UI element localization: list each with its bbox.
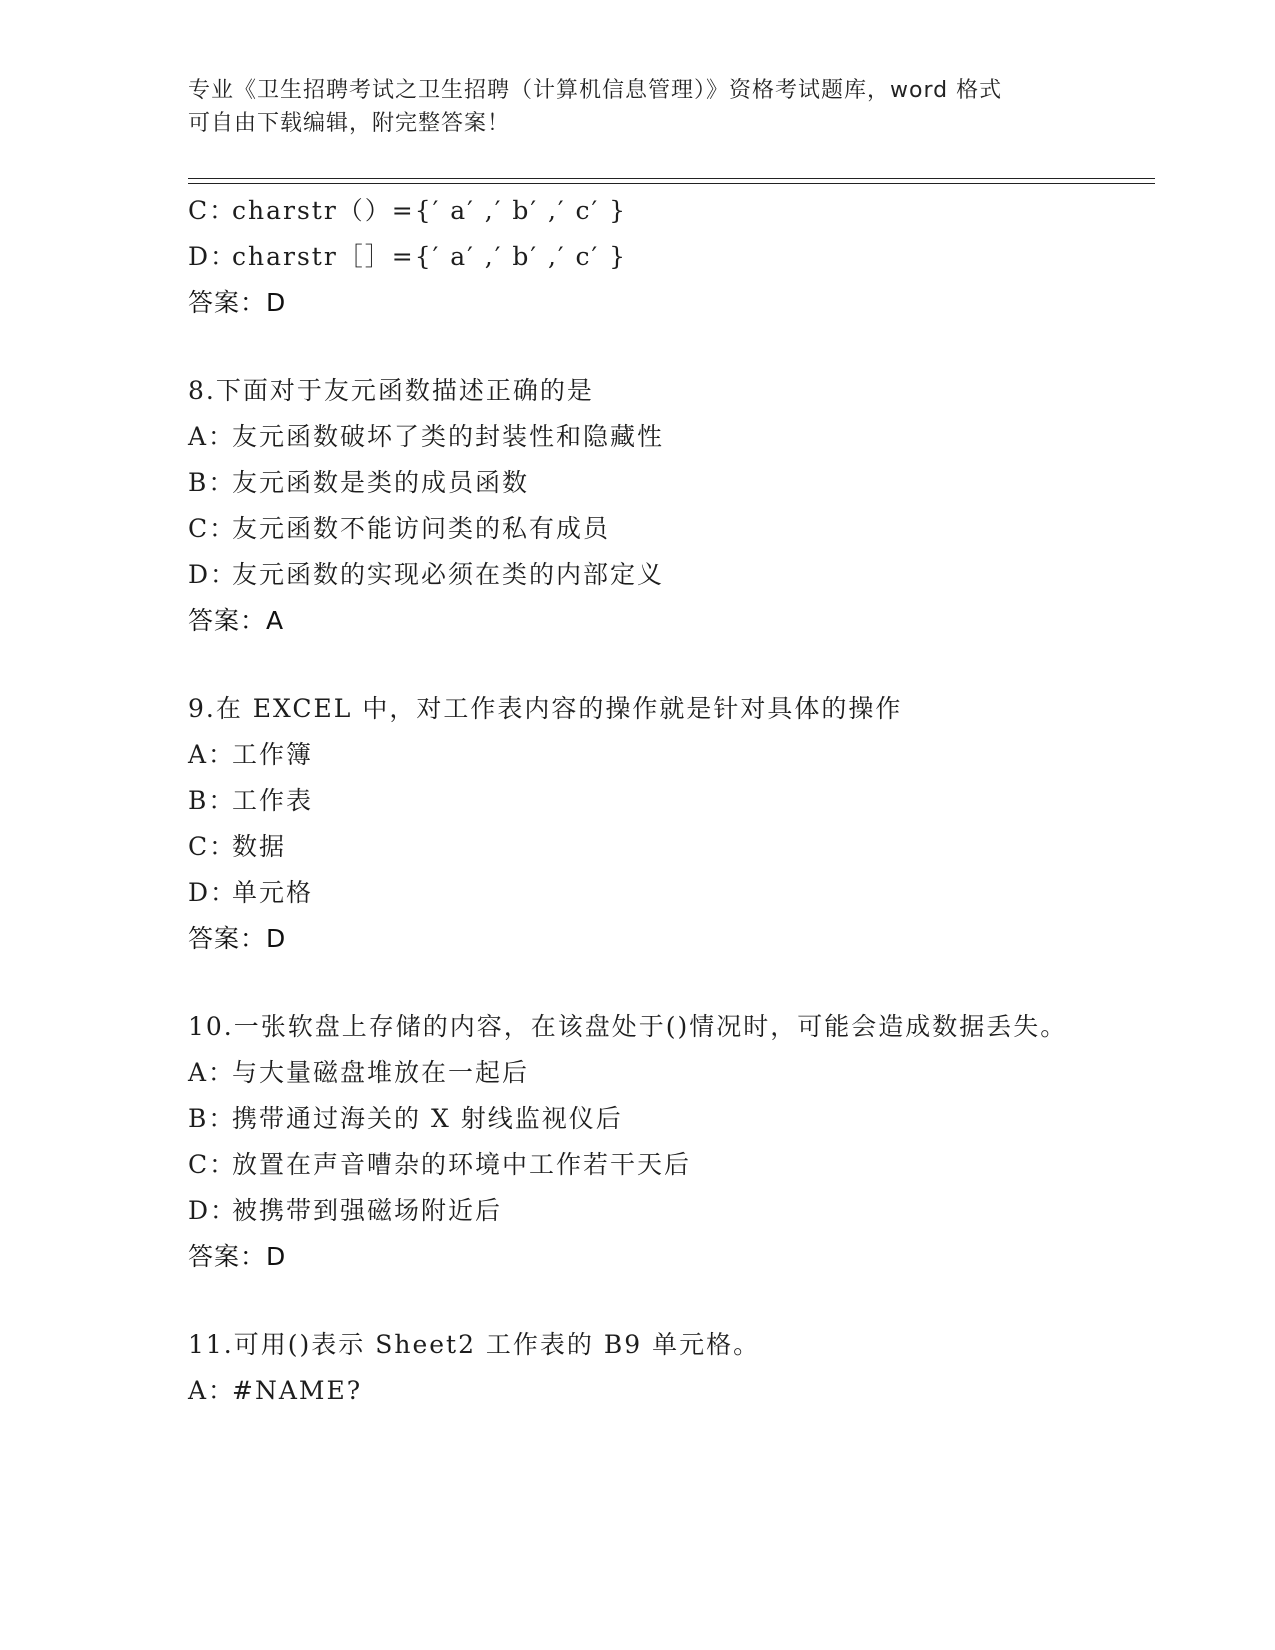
option-text: 单元格: [232, 878, 314, 907]
question-list: [188, 188, 1088, 1414]
option-c: [188, 824, 1088, 870]
option-label: D：: [188, 878, 238, 907]
option-label: B：: [188, 786, 236, 815]
header-line-2: 可自由下载编辑，附完整答案！: [188, 111, 511, 136]
option-a: [188, 1368, 1088, 1414]
option-d: [188, 1188, 1088, 1234]
option-b: [188, 778, 1088, 824]
option-label: A：: [188, 422, 236, 451]
document-header: [188, 74, 1088, 140]
option-text: 友元函数不能访问类的私有成员: [232, 514, 611, 543]
option-label: A：: [188, 1058, 236, 1087]
question-9: [188, 686, 1088, 962]
option-text: 放置在声音嘈杂的环境中工作若干天后: [232, 1150, 692, 1179]
option-text: 友元函数的实现必须在类的内部定义: [232, 560, 665, 589]
header-divider-bottom: [188, 183, 1155, 184]
option-label: D：: [188, 560, 238, 589]
option-text: 友元函数破坏了类的封装性和隐藏性: [232, 422, 665, 451]
option-a: [188, 414, 1088, 460]
option-label: A：: [188, 1376, 236, 1405]
question-stem: 9.在 EXCEL 中，对工作表内容的操作就是针对具体的操作: [188, 694, 903, 723]
option-label: C：: [188, 514, 237, 543]
option-text: 数据: [232, 832, 287, 861]
option-label: C：: [188, 1150, 237, 1179]
question-8: [188, 368, 1088, 644]
option-label: C：: [188, 196, 237, 225]
option-text: 友元函数是类的成员函数: [232, 468, 530, 497]
option-text: 与大量磁盘堆放在一起后: [232, 1058, 530, 1087]
option-c: [188, 1142, 1088, 1188]
question-11: [188, 1322, 1088, 1414]
option-d: [188, 234, 1088, 280]
header-line-1: 专业《卫生招聘考试之卫生招聘（计算机信息管理）》资格考试题库，word 格式: [188, 78, 1003, 103]
option-a: [188, 1050, 1088, 1096]
question-stem: 11.可用()表示 Sheet2 工作表的 B9 单元格。: [188, 1330, 761, 1359]
option-d: [188, 870, 1088, 916]
option-text: 工作表: [232, 786, 314, 815]
option-label: D：: [188, 1196, 238, 1225]
question-stem: 10.一张软盘上存储的内容，在该盘处于()情况时，可能会造成数据丢失。: [188, 1012, 1068, 1041]
option-c: [188, 506, 1088, 552]
option-text: 工作簿: [232, 740, 314, 769]
option-a: [188, 732, 1088, 778]
header-divider-top: [188, 178, 1155, 179]
option-c: [188, 188, 1088, 234]
option-d: [188, 552, 1088, 598]
option-text: charstr［］={′ a′ ,′ b′ ,′ c′ }: [232, 242, 628, 271]
question-stem: 8.下面对于友元函数描述正确的是: [188, 376, 594, 405]
answer-line: 答案：A: [188, 606, 285, 635]
option-label: B：: [188, 468, 236, 497]
option-b: [188, 1096, 1088, 1142]
option-text: #NAME?: [232, 1376, 363, 1405]
option-text: 携带通过海关的 X 射线监视仪后: [232, 1104, 623, 1133]
carryover-block: [188, 188, 1088, 326]
option-text: charstr（）={′ a′ ,′ b′ ,′ c′ }: [232, 196, 628, 225]
option-label: D：: [188, 242, 238, 271]
option-label: B：: [188, 1104, 236, 1133]
option-label: C：: [188, 832, 237, 861]
option-b: [188, 460, 1088, 506]
answer-line: 答案：D: [188, 1242, 287, 1271]
question-10: [188, 1004, 1088, 1280]
option-text: 被携带到强磁场附近后: [232, 1196, 503, 1225]
answer-line: 答案：D: [188, 924, 287, 953]
option-label: A：: [188, 740, 236, 769]
answer-line: 答案：D: [188, 288, 287, 317]
